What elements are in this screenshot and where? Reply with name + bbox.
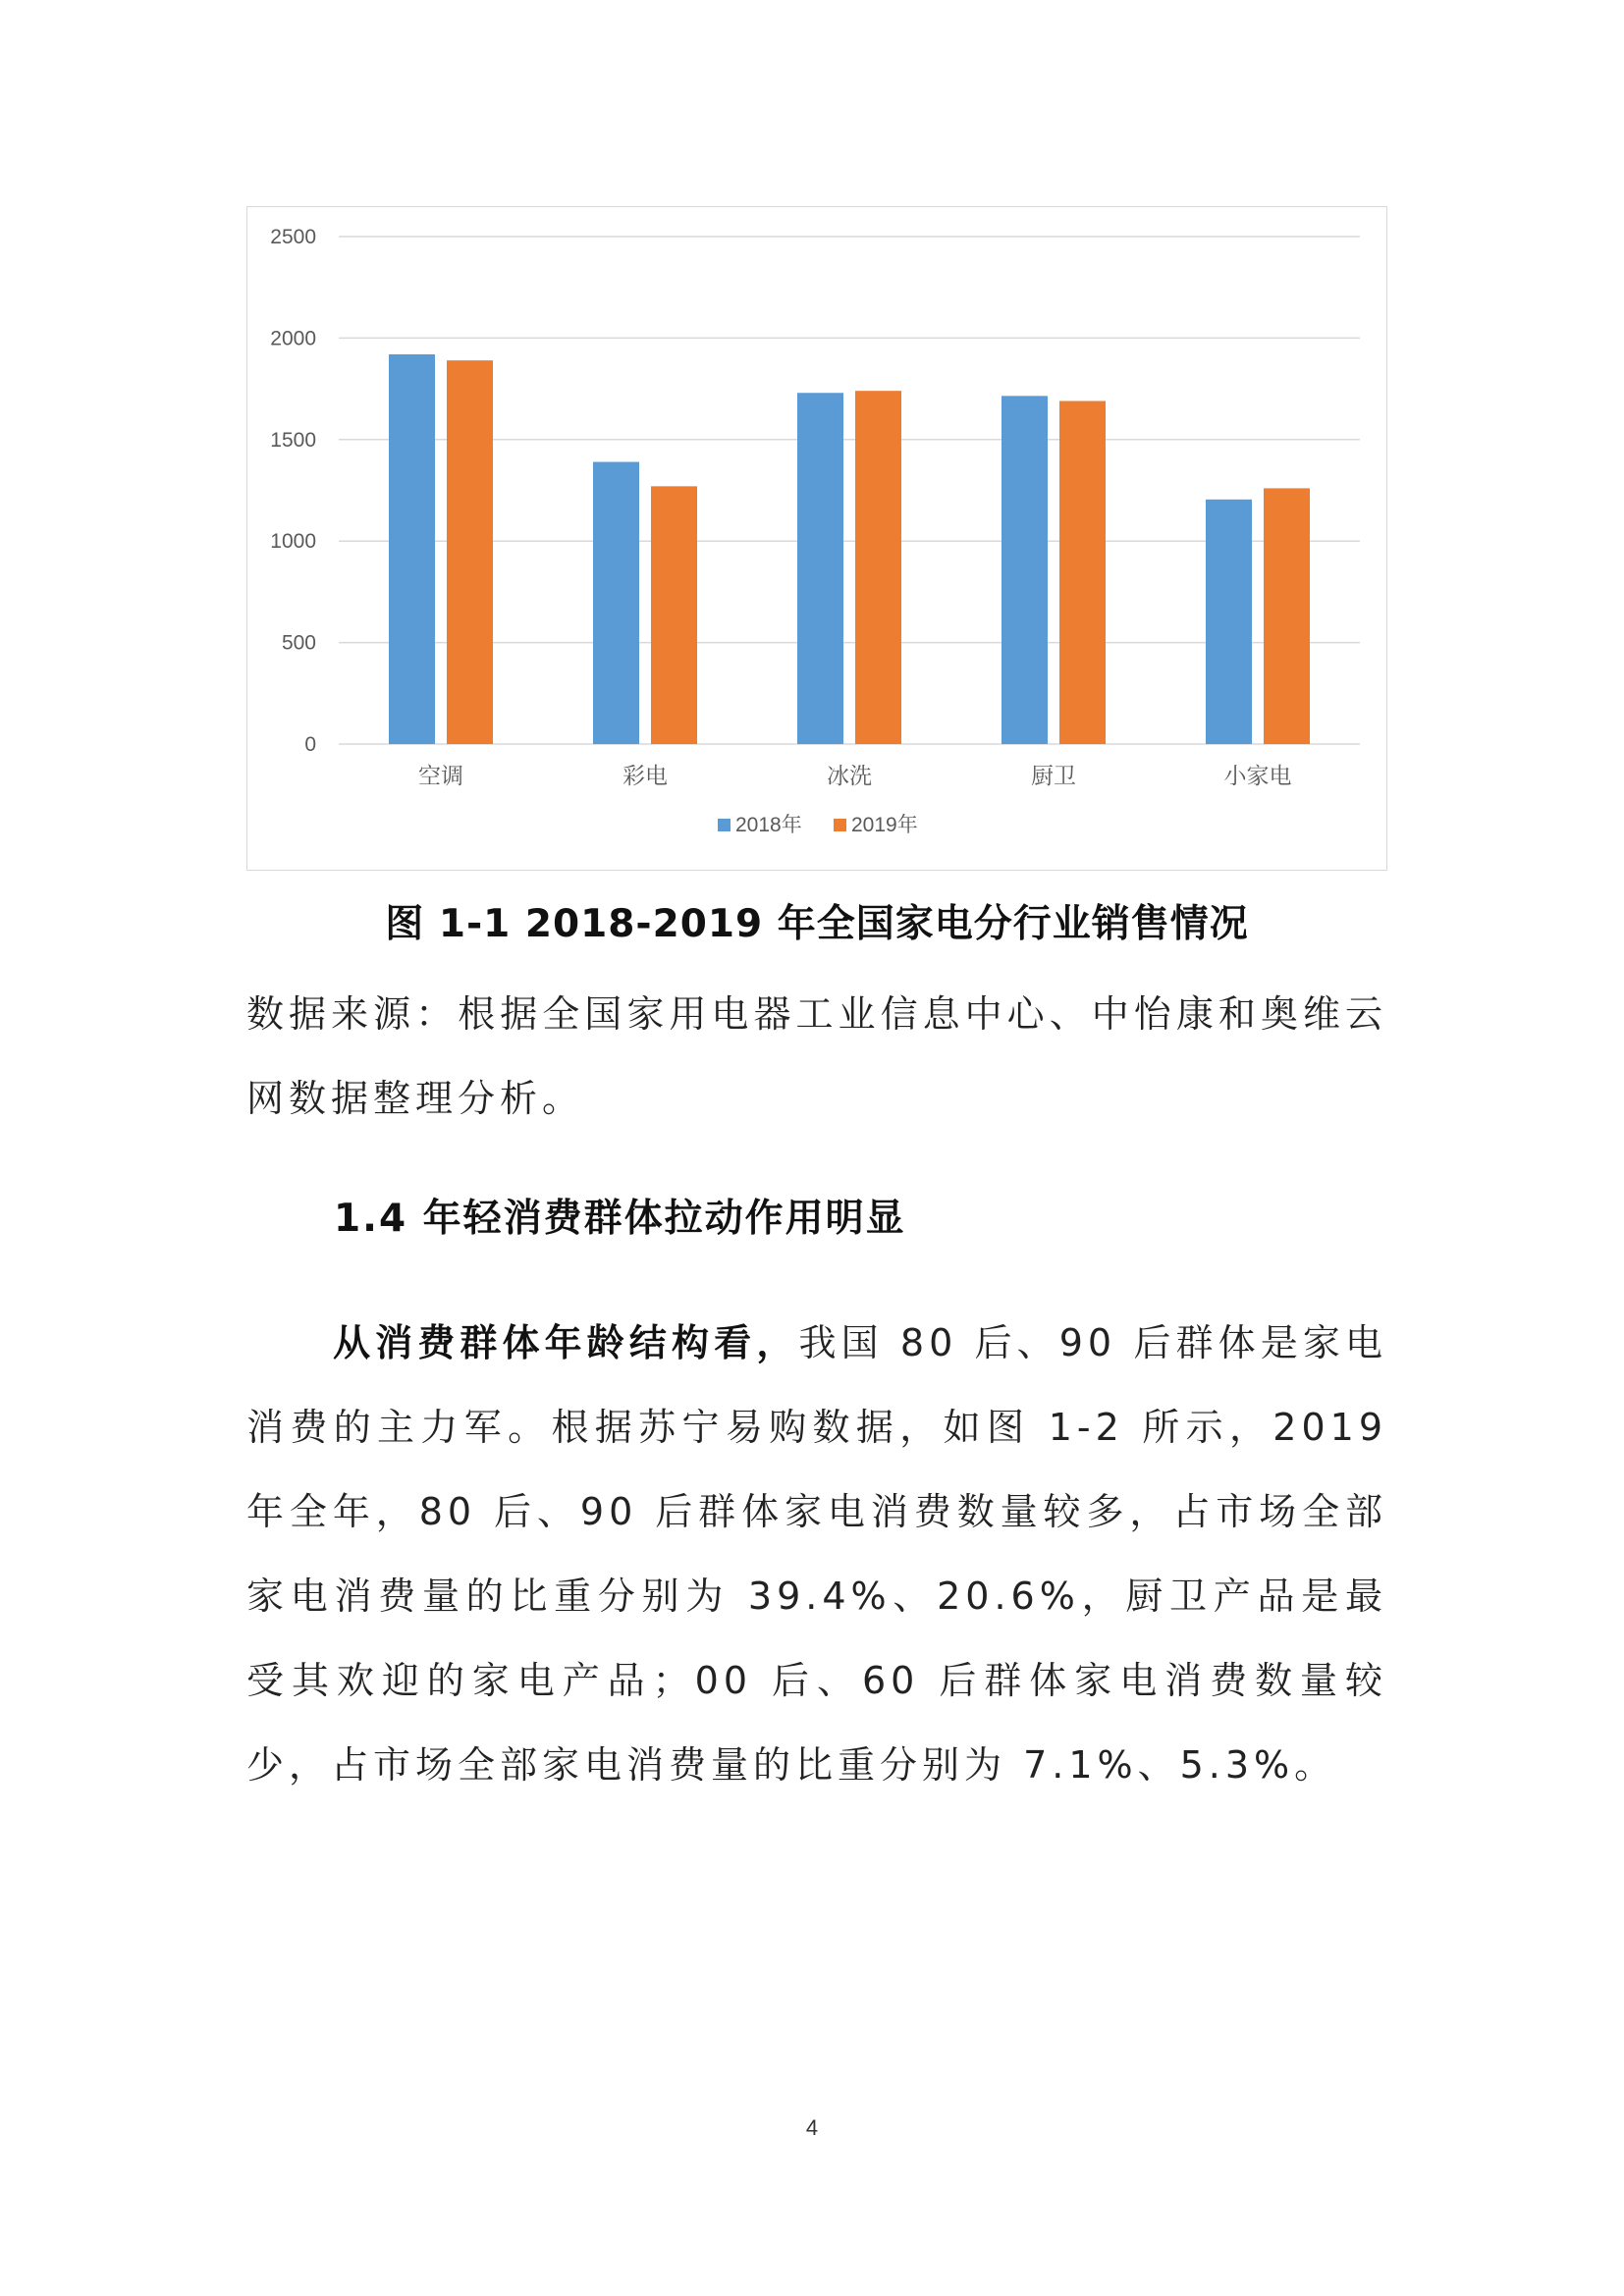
bar-2019-1 bbox=[651, 486, 697, 744]
bar-2018-3 bbox=[1001, 396, 1048, 744]
y-tick-label: 0 bbox=[304, 733, 316, 756]
y-tick-label: 2500 bbox=[270, 226, 316, 248]
chart-canvas bbox=[247, 207, 1386, 870]
legend-swatch bbox=[718, 819, 731, 831]
y-tick-label: 2000 bbox=[270, 327, 316, 350]
x-category-label: 彩电 bbox=[623, 764, 668, 789]
page-number: 4 bbox=[805, 2115, 819, 2140]
y-tick-label: 1500 bbox=[270, 428, 316, 452]
paragraph-lead: 从消费群体年龄结构看， bbox=[333, 1321, 799, 1364]
figure-caption: 图 1-1 2018-2019 年全国家电分行业销售情况 bbox=[385, 902, 1249, 946]
section-heading: 1.4 年轻消费群体拉动作用明显 bbox=[334, 1197, 906, 1241]
y-tick-label: 1000 bbox=[270, 530, 316, 554]
bar-2019-2 bbox=[855, 391, 901, 744]
legend-label: 2018年 bbox=[735, 814, 802, 836]
paragraph-text: 我国 80 后、90 后群体是家电消费的主力军。根据苏宁易购数据，如图 1-2 所示，2019 年全年，80 后、90 后群体家电消费数量较多，占市场全部家电消费量的比重分别为 39.4%、20.6%，厨卫产品是最受其欢迎的家电产品；00 后、60 后群体家电消费数量较少，占市场全部家电消费量的比重分别为 7.1%、5.3%。 bbox=[246, 1321, 1387, 1787]
x-category-label: 小家电 bbox=[1223, 764, 1292, 789]
bar-chart bbox=[246, 206, 1387, 871]
body-paragraph bbox=[246, 1301, 1387, 1807]
x-category-label: 空调 bbox=[418, 764, 463, 789]
bar-2019-0 bbox=[447, 360, 493, 744]
bar-2018-2 bbox=[797, 393, 843, 744]
bar-2018-4 bbox=[1206, 500, 1252, 744]
bar-2019-3 bbox=[1059, 401, 1106, 744]
x-category-label: 冰洗 bbox=[827, 764, 872, 789]
bar-2018-1 bbox=[593, 462, 639, 744]
legend-label: 2019年 bbox=[851, 814, 918, 836]
bar-2018-0 bbox=[389, 354, 435, 744]
x-category-label: 厨卫 bbox=[1031, 764, 1076, 789]
y-tick-label: 500 bbox=[281, 631, 316, 655]
legend-swatch bbox=[834, 819, 846, 831]
bar-2019-4 bbox=[1264, 488, 1310, 744]
data-source-note: 数据来源：根据全国家用电器工业信息中心、中怡康和奥维云网数据整理分析。 bbox=[246, 992, 1387, 1120]
